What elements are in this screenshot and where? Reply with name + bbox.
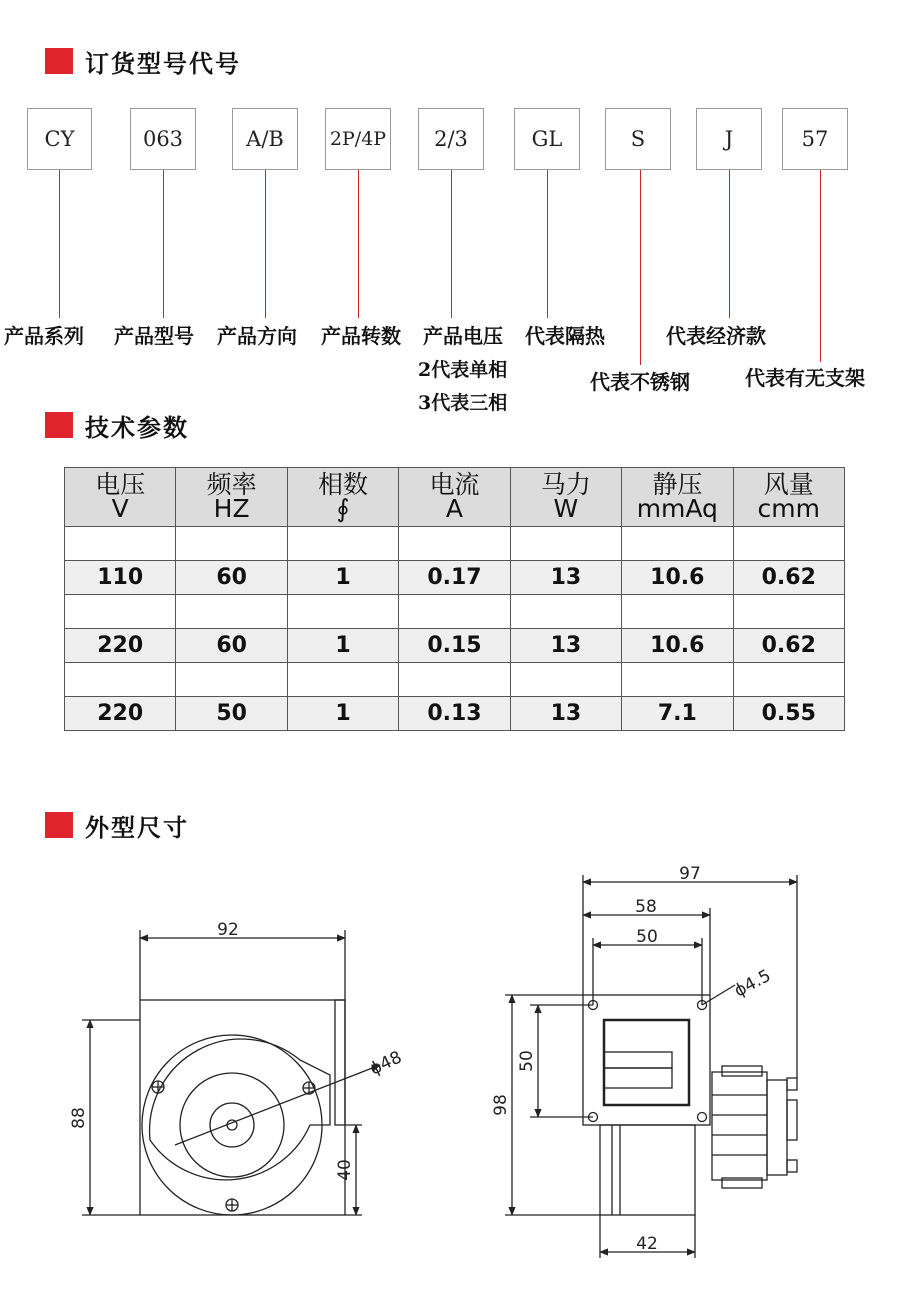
code-box-direction: A/B [232, 108, 298, 170]
motor-terminal [787, 1160, 797, 1172]
code-box-model: 063 [130, 108, 196, 170]
header-power: 马力 W [510, 468, 621, 527]
code-box-series: CY [27, 108, 92, 170]
cell-voltage: 110 [65, 561, 176, 595]
cell-static-pressure: 7.1 [622, 697, 733, 731]
front-view-frame [140, 1000, 345, 1215]
motor-terminal [787, 1078, 797, 1090]
diameter-leader [175, 1065, 380, 1145]
cell-airflow: 0.55 [733, 697, 844, 731]
side-inner-label: 50 [636, 927, 658, 947]
code-box-voltage: 2/3 [418, 108, 484, 170]
cell-static-pressure: 10.6 [622, 629, 733, 663]
cell-current: 0.17 [399, 561, 510, 595]
side-hole-label: ϕ4.5 [731, 965, 775, 1002]
cell-phase: 1 [287, 629, 398, 663]
code-box-insulation: GL [514, 108, 580, 170]
code-box-bracket: 57 [782, 108, 848, 170]
cell-power: 13 [510, 697, 621, 731]
side-opening-label: 50 [517, 1050, 537, 1072]
cell-frequency: 60 [176, 629, 287, 663]
side-view-motor [712, 1072, 767, 1180]
motor-terminal [787, 1100, 797, 1140]
front-width-label: 92 [217, 920, 239, 940]
side-view-inner-plate [604, 1052, 672, 1068]
mounting-hole-icon [698, 1113, 707, 1122]
side-height-label: 98 [491, 1094, 511, 1116]
screw-icon [152, 1081, 164, 1093]
cell-current: 0.13 [399, 697, 510, 731]
cell-phase: 1 [287, 561, 398, 595]
cell-power: 13 [510, 629, 621, 663]
code-box-stainless: S [605, 108, 671, 170]
motor-end [767, 1080, 787, 1175]
code-note-three-phase: 3代表三相 [418, 392, 508, 414]
cell-current: 0.15 [399, 629, 510, 663]
side-overall-label: 97 [679, 864, 701, 884]
motor-cap [722, 1066, 762, 1076]
cell-power: 13 [510, 561, 621, 595]
code-label-series: 产品系列 [4, 324, 84, 348]
code-box-economy: J [696, 108, 762, 170]
section-title: 订货型号代号 [85, 48, 241, 78]
side-flange-label: 58 [635, 897, 657, 917]
section-title: 技术参数 [85, 412, 189, 442]
code-box-speed: 2P/4P [325, 108, 391, 170]
code-label-insulation: 代表隔热 [525, 324, 605, 348]
side-base-label: 42 [636, 1234, 658, 1254]
header-phase: 相数 ∮ [287, 468, 398, 527]
cell-static-pressure: 10.6 [622, 561, 733, 595]
front-offset-label: 40 [335, 1159, 355, 1181]
cell-phase: 1 [287, 697, 398, 731]
front-view-mid-circle [180, 1073, 284, 1177]
header-static-pressure: 静压 mmAq [622, 468, 733, 527]
side-view-body [600, 1125, 695, 1215]
code-label-model: 产品型号 [114, 324, 194, 348]
header-airflow: 风量 cmm [733, 468, 844, 527]
code-label-economy: 代表经济款 [666, 324, 766, 348]
side-view-outlet [604, 1020, 689, 1105]
section-title: 外型尺寸 [85, 812, 189, 842]
side-view-inner-plate [604, 1068, 672, 1088]
cell-airflow: 0.62 [733, 561, 844, 595]
screw-icon [226, 1199, 238, 1211]
front-view-housing [150, 1039, 330, 1180]
front-height-label: 88 [69, 1107, 89, 1129]
code-label-stainless: 代表不锈钢 [590, 370, 690, 394]
header-voltage: 电压 V [65, 468, 176, 527]
cell-frequency: 60 [176, 561, 287, 595]
front-view-hub [210, 1103, 254, 1147]
cell-voltage: 220 [65, 629, 176, 663]
code-note-single-phase: 2代表单相 [418, 359, 508, 381]
cell-voltage: 220 [65, 697, 176, 731]
front-diameter-label: ϕ48 [366, 1047, 406, 1080]
code-label-voltage: 产品电压 [423, 324, 503, 348]
cell-airflow: 0.62 [733, 629, 844, 663]
front-view-outer-circle [142, 1035, 322, 1215]
header-frequency: 频率 HZ [176, 468, 287, 527]
code-label-speed: 产品转数 [321, 324, 401, 348]
cell-frequency: 50 [176, 697, 287, 731]
front-view-flange [335, 1000, 345, 1125]
code-label-direction: 产品方向 [217, 324, 297, 348]
header-current: 电流 A [399, 468, 510, 527]
code-label-bracket: 代表有无支架 [745, 366, 865, 390]
